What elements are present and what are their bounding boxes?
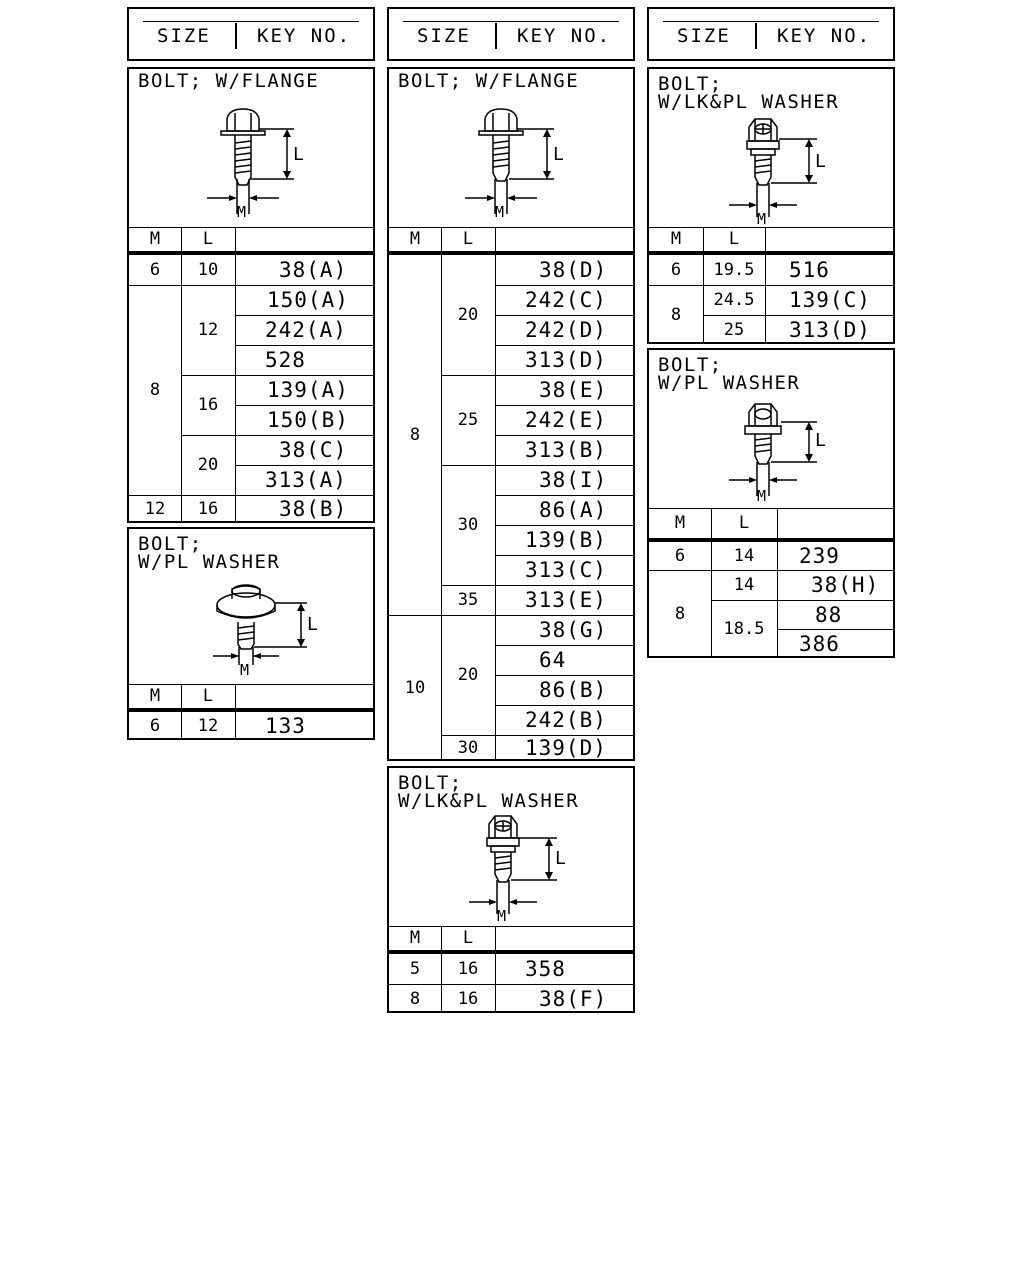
section-a1-bolt-w-flange (127, 67, 375, 523)
header-m: M (149, 686, 161, 706)
l-cell: 24.5 (713, 290, 755, 310)
flange-bolt-icon (389, 69, 633, 224)
header-m: M (674, 513, 686, 533)
section-c1-bolt-w-lk-pl-washer (647, 67, 895, 344)
key-no-cell: 38(D) (539, 258, 608, 282)
m-cell: 8 (674, 604, 686, 624)
key-no-cell: 88 (815, 602, 843, 627)
key-no-cell: 38(H) (811, 573, 880, 597)
key-no-cell: 38(C) (279, 438, 348, 462)
key-no-cell: 150(B) (267, 408, 349, 432)
m-cell: 8 (409, 988, 421, 1009)
key-no-cell: 313(D) (789, 317, 871, 342)
m-cell: 10 (404, 678, 426, 698)
size-table (389, 926, 633, 1013)
key-no-cell: 133 (265, 714, 306, 738)
l-cell: 18.5 (723, 619, 765, 639)
size-label: SIZE (677, 25, 731, 47)
key-no-cell: 242(B) (525, 708, 607, 732)
key-no-cell: 139(B) (525, 528, 607, 552)
l-cell: 20 (457, 665, 479, 685)
key-no-cell: 313(C) (525, 558, 607, 582)
section-title: BOLT; W/FLANGE (138, 70, 320, 92)
l-dimension-label: L (815, 151, 826, 172)
size-table (389, 227, 633, 761)
key-no-cell: 38(G) (539, 618, 608, 642)
washer-bolt-icon (649, 350, 893, 515)
header-m: M (409, 229, 421, 249)
key-no-cell: 386 (799, 631, 840, 656)
header-m: M (409, 928, 421, 948)
key-no-cell: 86(B) (539, 678, 608, 702)
header-l: L (462, 928, 474, 948)
lock-washer-bolt-icon (389, 768, 633, 928)
m-cell: 6 (670, 260, 682, 280)
key-no-cell: 38(E) (539, 378, 608, 402)
m-cell: 6 (149, 716, 161, 736)
section-b2-bolt-w-lk-pl-washer (387, 766, 635, 1013)
size-table (129, 227, 373, 523)
key-no-cell: 86(A) (539, 498, 608, 522)
section-title: BOLT; W/LK&PL WASHER (398, 772, 580, 812)
key-no-cell: 239 (799, 544, 840, 568)
header-l: L (738, 513, 750, 533)
l-cell: 16 (457, 959, 479, 979)
l-cell: 30 (457, 738, 479, 758)
washer-bolt-icon (129, 529, 373, 684)
l-cell: 16 (197, 499, 219, 519)
section-title: BOLT; W/LK&PL WASHER (658, 73, 840, 113)
key-no-cell: 313(B) (525, 438, 607, 462)
l-cell: 20 (197, 455, 219, 475)
key-no-cell: 242(C) (525, 288, 607, 312)
l-cell: 35 (457, 590, 479, 610)
m-dimension-label: M (757, 210, 767, 228)
section-title: BOLT; W/FLANGE (398, 70, 580, 92)
size-label: SIZE (157, 25, 211, 47)
key-no-cell: 313(D) (525, 348, 607, 372)
m-dimension-label: M (495, 203, 505, 221)
key-no-cell: 139(C) (789, 288, 871, 312)
m-dimension-label: M (757, 487, 767, 505)
key-no-cell: 313(A) (265, 468, 347, 492)
m-cell: 8 (409, 425, 421, 445)
l-cell: 20 (457, 305, 479, 325)
size-key-header-col3 (647, 7, 895, 61)
key-no-cell: 242(A) (265, 318, 347, 342)
header-l: L (462, 229, 474, 249)
key-no-cell: 516 (789, 258, 830, 282)
m-cell: 6 (674, 546, 686, 566)
key-no-label: KEY NO. (257, 25, 352, 47)
size-label: SIZE (417, 25, 471, 47)
key-no-cell: 528 (265, 348, 306, 372)
l-cell: 14 (733, 546, 755, 566)
l-cell: 10 (197, 260, 219, 280)
l-cell: 14 (733, 575, 755, 595)
key-no-label: KEY NO. (517, 25, 612, 47)
l-cell: 16 (197, 395, 219, 415)
section-c2-bolt-w-pl-washer (647, 348, 895, 658)
l-cell: 12 (197, 716, 219, 736)
key-no-cell: 64 (539, 648, 567, 672)
l-dimension-label: L (293, 144, 304, 165)
size-table (649, 508, 893, 658)
key-no-label: KEY NO. (777, 25, 872, 47)
l-cell: 30 (457, 515, 479, 535)
section-b1-bolt-w-flange (387, 67, 635, 761)
l-cell: 25 (723, 319, 745, 340)
key-no-cell: 150(A) (267, 288, 349, 312)
l-cell: 25 (457, 410, 479, 430)
m-cell: 12 (144, 499, 166, 519)
m-cell: 5 (409, 959, 421, 979)
header-m: M (149, 229, 161, 249)
key-no-cell: 38(B) (279, 497, 348, 521)
l-dimension-label: L (307, 614, 318, 635)
key-no-cell: 139(D) (525, 736, 607, 760)
m-dimension-label: M (240, 661, 250, 679)
size-key-header-col2 (387, 7, 635, 61)
l-dimension-label: L (555, 848, 566, 869)
header-l: L (728, 229, 740, 249)
key-no-cell: 242(E) (525, 408, 607, 432)
header-l: L (202, 229, 214, 249)
section-title: BOLT; W/PL WASHER (138, 533, 281, 573)
key-no-cell: 38(I) (539, 468, 608, 492)
m-cell: 8 (670, 304, 682, 325)
size-key-header-col1 (127, 7, 375, 61)
key-no-cell: 38(A) (279, 258, 348, 282)
size-table (649, 227, 893, 344)
l-dimension-label: L (553, 144, 564, 165)
m-dimension-label: M (497, 907, 507, 925)
key-no-cell: 313(E) (525, 588, 607, 612)
header-l: L (202, 686, 214, 706)
key-no-cell: 358 (525, 957, 566, 981)
flange-bolt-icon (129, 69, 373, 224)
l-cell: 19.5 (713, 260, 755, 280)
lock-washer-bolt-icon (649, 69, 893, 229)
m-cell: 8 (149, 380, 161, 400)
l-dimension-label: L (815, 430, 826, 451)
l-cell: 12 (197, 320, 219, 340)
m-dimension-label: M (237, 203, 247, 221)
key-no-cell: 139(A) (267, 378, 349, 402)
m-cell: 6 (149, 260, 161, 280)
key-no-cell: 38(F) (539, 986, 608, 1011)
header-m: M (670, 229, 682, 249)
l-cell: 16 (457, 988, 479, 1009)
section-a2-bolt-w-pl-washer (127, 527, 375, 740)
key-no-cell: 242(D) (525, 318, 607, 342)
section-title: BOLT; W/PL WASHER (658, 354, 801, 394)
size-table (129, 684, 373, 740)
